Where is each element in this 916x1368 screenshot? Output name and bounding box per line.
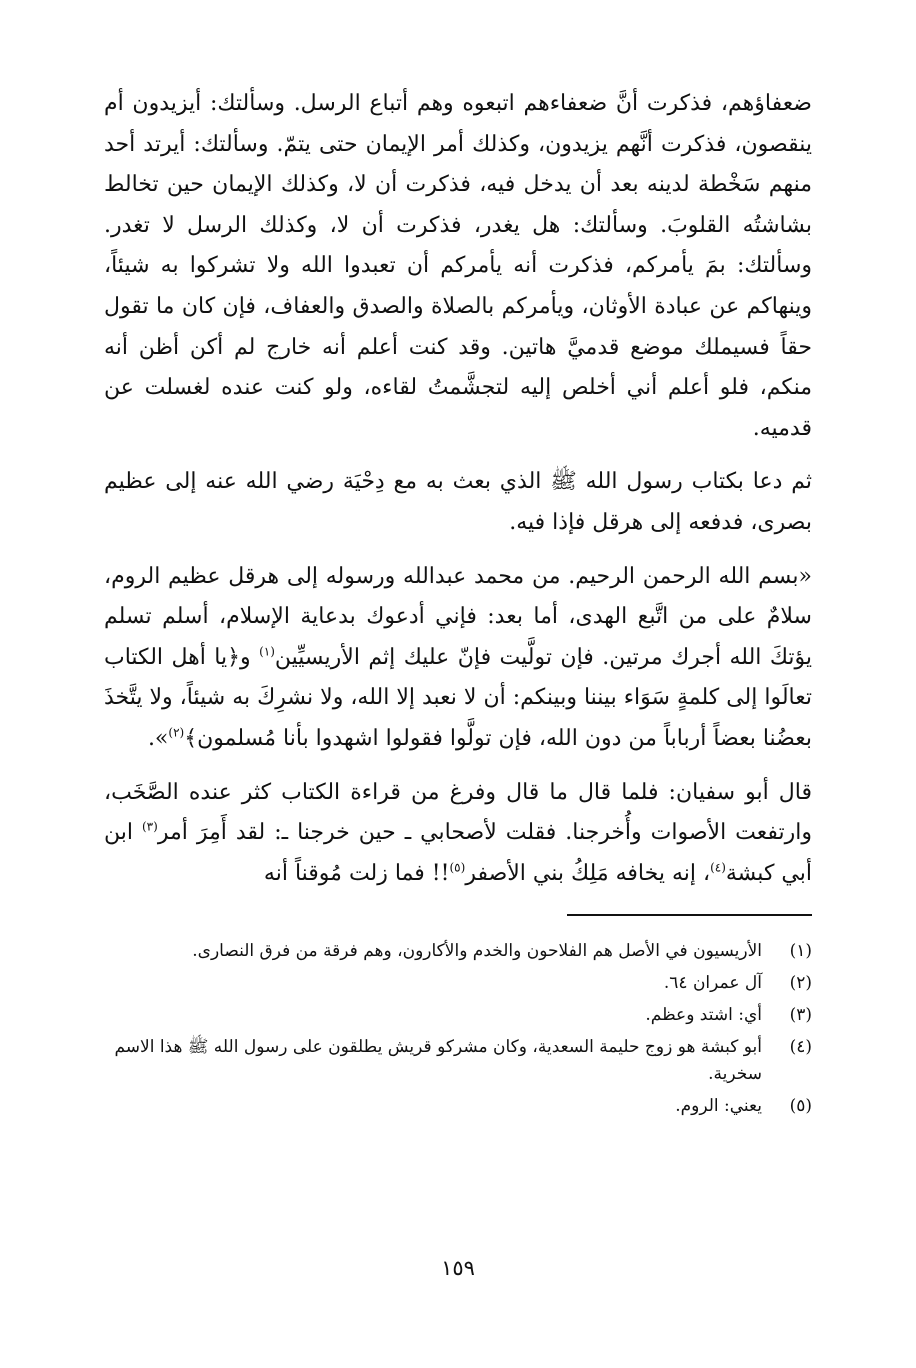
footnote-number: (١) [789, 941, 812, 962]
footnote-item [104, 1093, 812, 1120]
paragraph-text: ثم دعا بكتاب رسول الله ﷺ الذي بعث به مع دِحْيَة رضي الله عنه إلى عظيم بصرى، فدفعه إلى هرقل فإذا فيه. [104, 469, 812, 535]
paragraph-text: «بسم الله الرحمن الرحيم. من محمد عبدالله ورسوله إلى هرقل عظيم الروم، سلامٌ على من اتَّبع الهدى، أما بعد: فإني أدعوك بدعاية الإسلام، أسلم تسلم يؤتكَ الله أجرك مرتين. فإن تولَّيت فإنّ عليك إثم الأريسيِّين [104, 563, 813, 670]
footnote-divider [567, 914, 812, 916]
paragraph-text: قال أبو سفيان: فلما قال ما قال وفرغ من قراءة الكتاب كثر عنده الصَّخَب، وارتفعت الأصوات وأُخرجنا. فقلت لأصحابي ـ حين خرجنا ـ: لقد أَمِرَ أمر [104, 779, 813, 846]
footnote-item [104, 970, 812, 997]
footnote-ref-2[interactable]: (٢) [168, 725, 185, 740]
footnotes [104, 938, 812, 1120]
paragraph-text: ابن أبي كبشة [104, 820, 812, 886]
paragraph-abu-sufyan [104, 773, 812, 895]
paragraph-heraclius-questions [104, 84, 812, 449]
footnote-text: الأريسيون في الأصل هم الفلاحون والخدم والأكارون، وهم فرقة من فرق النصارى. [192, 941, 762, 962]
paragraph-text: !! فما زلت مُوقناً أنه [263, 860, 450, 886]
footnote-text: آل عمران ٦٤. [663, 973, 762, 994]
paragraph-text: ». [147, 725, 169, 751]
footnote-number: (٢) [789, 973, 812, 994]
paragraph-text: ، إنه يخافه مَلِكُ بني الأصفر [465, 860, 711, 886]
paragraph-letter-summoned [104, 462, 812, 543]
footnote-text: أبو كبشة هو زوج حليمة السعدية، وكان مشركو قريش يطلقون على رسول الله ﷺ هذا الاسم سخرية. [114, 1037, 762, 1085]
footnote-ref-4[interactable]: (٤) [710, 860, 726, 875]
page-number: ١٥٩ [441, 1256, 475, 1280]
footnote-item [104, 1002, 812, 1029]
paragraph-text: و﴿يا أهل الكتاب تعالَوا إلى كلمةٍ سَوَاء بيننا وبينكم: أن لا نعبد إلا الله، ولا نشرِكَ به شيئاً، ولا يتَّخذَ بعضُنا بعضاً أرباباً من دون الله، فإن تولَّوا فقولوا اشهدوا بأنا مُسلمون﴾ [104, 644, 812, 751]
footnote-item [104, 1034, 812, 1088]
footnote-text: أي: اشتد وعظم. [645, 1005, 762, 1026]
footnote-number: (٤) [789, 1037, 812, 1058]
footnote-text: يعني: الروم. [675, 1096, 762, 1117]
main-text [104, 84, 812, 894]
paragraph-prophet-letter [104, 557, 812, 760]
footnote-number: (٥) [789, 1096, 812, 1117]
footnote-number: (٣) [789, 1005, 812, 1026]
footnote-ref-3[interactable]: (٣) [141, 819, 158, 834]
paragraph-text: ضعفاؤهم، فذكرت أنَّ ضعفاءهم اتبعوه وهم أتباع الرسل. وسألتك: أيزيدون أم ينقصون، فذكرت أنَّهم يزيدون، وكذلك أمر الإيمان حتى يتمّ. وسألتك: أيرتد أحد منهم سَخْطة لدينه بعد أن يدخل فيه، فذكرت أن لا، وكذلك الإيمان حين تخالط بشاشتُه القلوبَ. وسألتك: هل يغدر، فذكرت أن لا، وكذلك الرسل لا تغدر. وسألتك: بمَ يأمركم، فذكرت أنه يأمركم أن تعبدوا الله ولا تشركوا به شيئاً، وينهاكم عن عبادة الأوثان، ويأمركم بالصلاة والصدق والعفاف، فإن كان ما تقول حقاً فسيملك موضع قدميَّ هاتين. وقد كنت أعلم أنه خارج لم أكن أظن أنه منكم، فلو أعلم أني أخلص إليه لتجشَّمتُ لقاءه، ولو كنت عنده لغسلت عن قدميه. [104, 91, 812, 441]
footnote-item [104, 938, 812, 965]
footnote-ref-5[interactable]: (٥) [449, 860, 466, 875]
footnote-ref-1[interactable]: (١) [259, 644, 275, 659]
